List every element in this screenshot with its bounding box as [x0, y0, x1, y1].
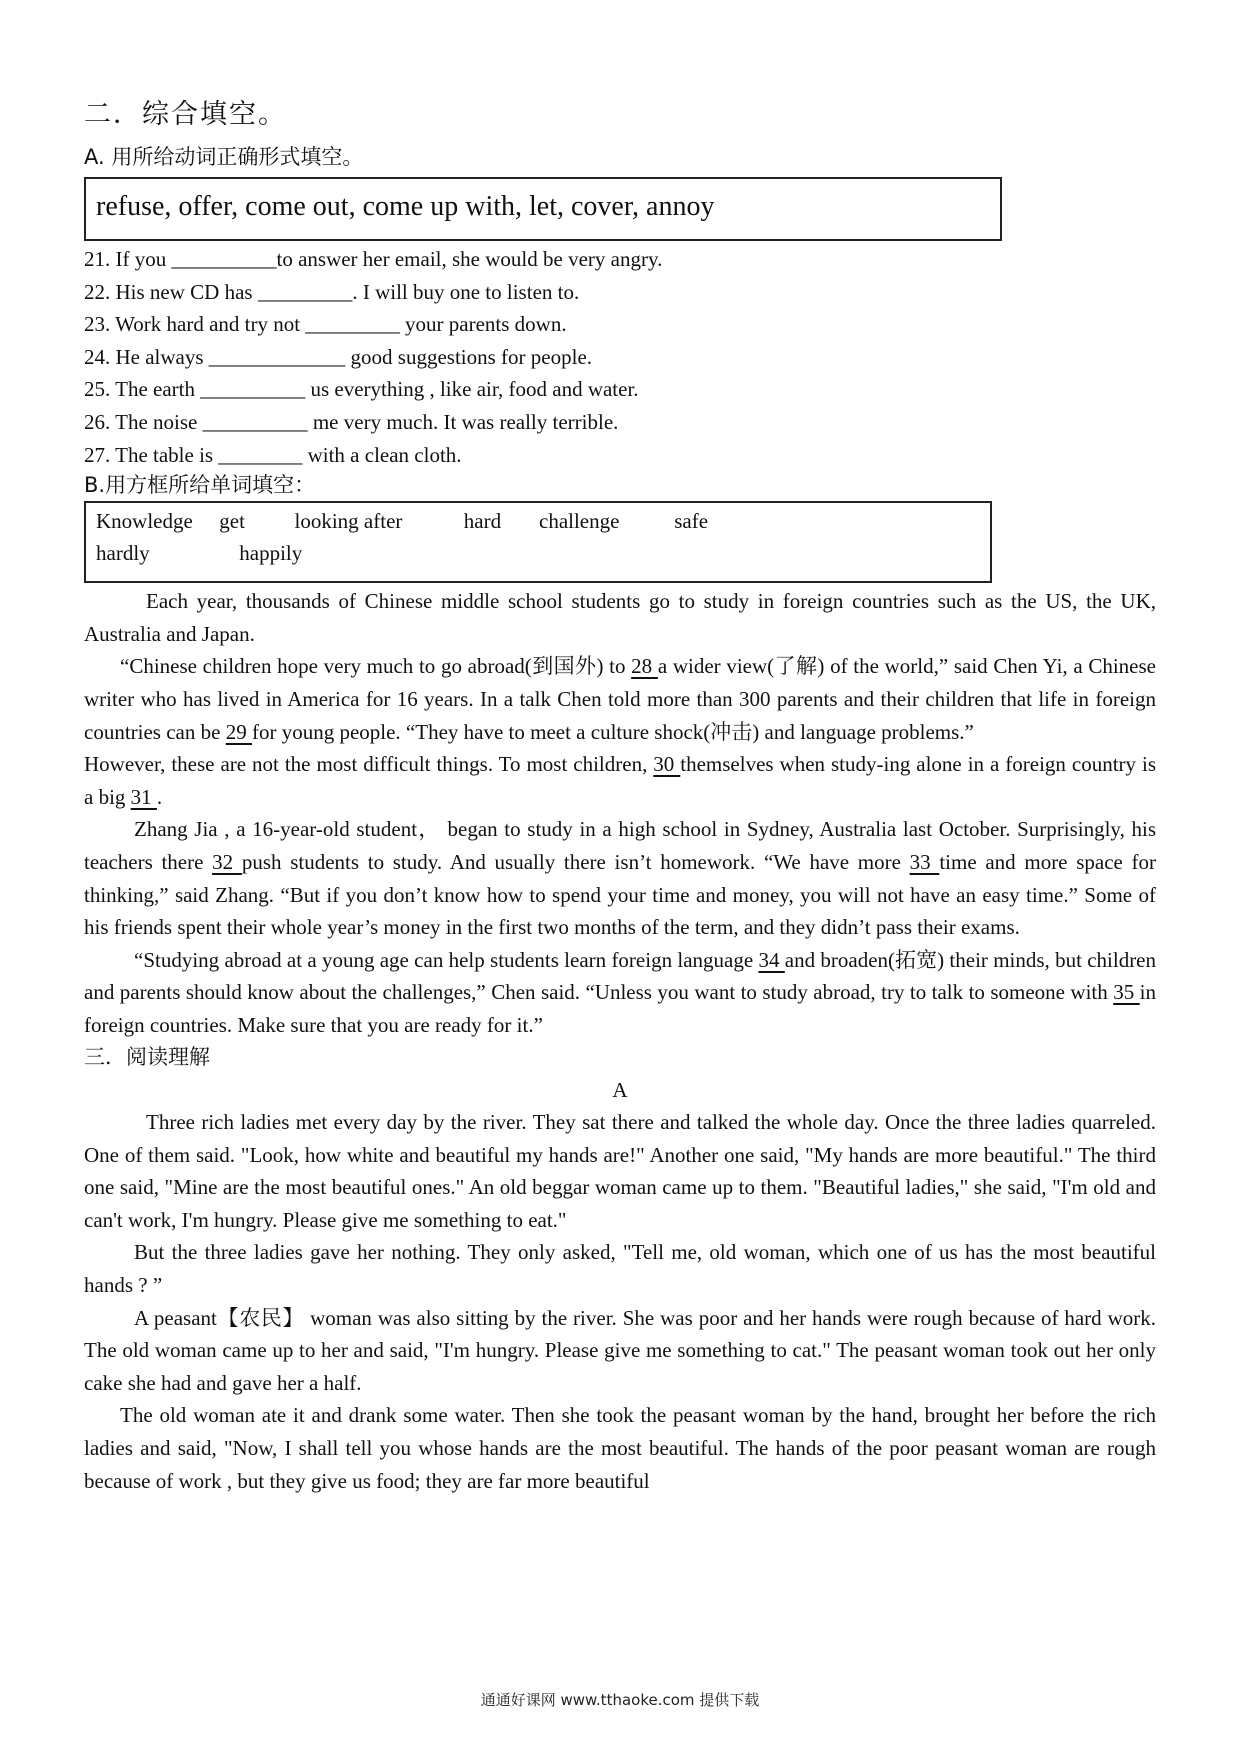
reading-paragraph: A peasant【农民】 woman was also sitting by the river. She was poor and her hands were rough because of hard work. The old woman came up to her and said, "I'm hungry. Please give me something to cat." The peasant woman took out her only cake she had and gave her a half. [84, 1305, 1156, 1395]
passage-paragraph: However, these are not the most difficult things. To most children, 30 themselves when study-ing alone in a foreign country is a big 31 . [84, 752, 1157, 809]
question-item: 27. The table is ________ with a clean cloth. [84, 442, 462, 467]
blank-35: 35 [1113, 980, 1140, 1005]
section-3-title: 三．阅读理解 [84, 1045, 210, 1070]
blank-34: 34 [758, 947, 785, 972]
word-box-a: refuse, offer, come out, come up with, let, cover, annoy [84, 177, 1002, 241]
passage-paragraph: “Studying abroad at a young age can help students learn foreign language 34 and broaden(拓宽) their minds, but children and parents should know about the challenges,” Chen said. “Unless you want to study abroad, try to talk to someone with 35 in foreign countries. Make sure that you are ready for it.” [84, 947, 1157, 1037]
part-a-title: A. 用所给动词正确形式填空。 [84, 145, 364, 169]
blank-33: 33 [909, 849, 940, 874]
word-option: get [219, 509, 245, 534]
blank-28: 28 [631, 654, 658, 679]
footer-text: 通通好课网 www.tthaoke.com 提供下载 [480, 1691, 760, 1709]
passage-letter: A [612, 1078, 628, 1103]
passage-paragraph: “Chinese children hope very much to go abroad(到国外) to 28 a wider view(了解) of the world,” said Chen Yi, a Chinese writer who has lived in America for 16 years. In a talk Chen told more than 300 parents and their children that life in foreign countries can be 29 for young people. “They have to meet a culture shock(冲击) and language problems.” [84, 654, 1156, 744]
blank-31: 31 [130, 784, 157, 809]
blank-30: 30 [653, 752, 681, 777]
document-page [84, 92, 1156, 1497]
word-option: hard [463, 509, 502, 534]
word-option: happily [239, 541, 303, 566]
question-item: 25. The earth __________ us everything , like air, food and water. [84, 377, 639, 402]
word-option: looking after [294, 509, 403, 534]
section-title: 二．综合填空。 [84, 99, 287, 130]
word-box-b [84, 501, 992, 583]
word-option: hardly [96, 541, 150, 566]
question-item: 21. If you __________to answer her email, she would be very angry. [84, 247, 663, 271]
question-item: 23. Work hard and try not _________ your parents down. [84, 312, 567, 337]
word-option: Knowledge [96, 509, 193, 534]
question-list [84, 243, 1156, 471]
blank-29: 29 [225, 719, 252, 744]
word-option: challenge [539, 509, 620, 534]
word-option: safe [674, 509, 709, 534]
passage-paragraph: Zhang Jia , a 16-year-old student， began to study in a high school in Sydney, Australia last October. Surprisingly, his teachers there 32 push students to study. And usually there isn’t homework. “We have more 33 time and more space for thinking,” said Zhang. “But if you don’t know how to spend your time and money, you will not have an easy time.” Some of his friends spent their whole year’s money in the first two months of the term, and they didn’t pass their exams. [84, 817, 1157, 940]
question-item: 26. The noise __________ me very much. It was really terrible. [84, 409, 619, 434]
blank-32: 32 [212, 849, 242, 874]
reading-paragraph: The old woman ate it and drank some water. Then she took the peasant woman by the hand, brought her before the rich ladies and said, "Now, I shall tell you whose hands are the most beautiful. The hands of the poor peasant woman are rough because of work , but they give us food; they are far more beautiful [84, 1403, 1156, 1493]
passage-paragraph: Each year, thousands of Chinese middle school students go to study in foreign countries such as the US, the UK, Australia and Japan. [84, 589, 1156, 646]
reading-paragraph: Three rich ladies met every day by the river. They sat there and talked the whole day. Once the three ladies quarreled. One of them said. "Look, how white and beautiful my hands are!" Another one said, "My hands are more beautiful." The third one said, "Mine are the most beautiful ones." An old beggar woman came up to them. "Beautiful ladies," she said, "I'm old and can't work, I'm hungry. Please give me something to eat." [84, 1110, 1156, 1232]
part-b-title: B.用方框所给单词填空： [84, 473, 316, 498]
question-item: 24. He always _____________ good suggestions for people. [84, 344, 593, 369]
reading-paragraph: But the three ladies gave her nothing. They only asked, "Tell me, old woman, which one of us has the most beautiful hands ? ” [84, 1240, 1156, 1298]
question-item: 22. His new CD has _________. I will buy one to listen to. [84, 279, 580, 304]
